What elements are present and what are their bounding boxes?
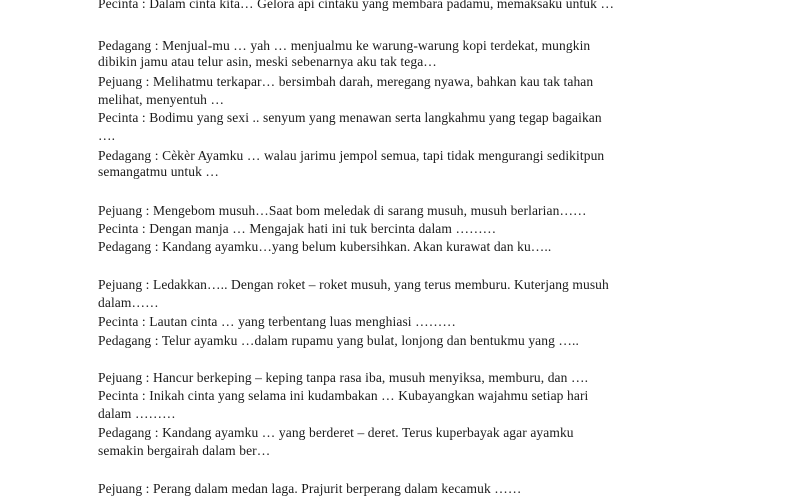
text-line-9: semangatmu untuk … bbox=[98, 164, 220, 179]
text-line-8: Pedagang : Cèkèr Ayamku … walau jarimu jempol semua, tapi tidak mengurangi sedikitpun bbox=[98, 148, 605, 163]
text-line-20: Pedagang : Kandang ayamku … yang berderet – deret. Terus kuperbayak agar ayamku bbox=[98, 425, 574, 440]
text-line-21: semakin bergairah dalam ber… bbox=[98, 443, 271, 458]
text-line-12: Pedagang : Kandang ayamku…yang belum kubersihkan. Akan kurawat dan ku….. bbox=[98, 239, 552, 254]
text-line-5: melihat, menyentuh … bbox=[98, 92, 225, 107]
text-line-19: dalam ……… bbox=[98, 406, 176, 421]
text-line-2: Pedagang : Menjual-mu … yah … menjualmu ke warung-warung kopi terdekat, mungkin bbox=[98, 38, 591, 53]
text-line-10: Pejuang : Mengebom musuh…Saat bom meledak di sarang musuh, musuh berlarian…… bbox=[98, 203, 587, 218]
text-line-15: Pecinta : Lautan cinta … yang terbentang luas menghiasi ……… bbox=[98, 314, 456, 329]
text-line-7: …. bbox=[98, 128, 116, 143]
text-line-18: Pecinta : Inikah cinta yang selama ini kudambakan … Kubayangkan wajahmu setiap hari bbox=[98, 388, 589, 403]
text-line-4: Pejuang : Melihatmu terkapar… bersimbah darah, meregang nyawa, bahkan kau tak tahan bbox=[98, 74, 594, 89]
text-line-17: Pejuang : Hancur berkeping – keping tanpa rasa iba, musuh menyiksa, memburu, dan …. bbox=[98, 370, 589, 385]
text-line-6: Pecinta : Bodimu yang sexi .. senyum yang menawan serta langkahmu yang tegap bagaikan bbox=[98, 110, 602, 125]
text-line-22: Pejuang : Perang dalam medan laga. Prajurit berperang dalam kecamuk …… bbox=[98, 481, 522, 496]
text-line-14: dalam…… bbox=[98, 295, 159, 310]
text-line-1: Pecinta : Dalam cinta kita… Gelora api cintaku yang membara padamu, memaksaku untuk … bbox=[98, 0, 615, 11]
text-line-13: Pejuang : Ledakkan….. Dengan roket – roket musuh, yang terus memburu. Kuterjang musuh bbox=[98, 277, 609, 292]
text-line-16: Pedagang : Telur ayamku …dalam rupamu yang bulat, lonjong dan bentukmu yang ….. bbox=[98, 333, 579, 348]
text-line-11: Pecinta : Dengan manja … Mengajak hati ini tuk bercinta dalam ……… bbox=[98, 221, 497, 236]
text-line-3: dibikin jamu atau telur asin, meski sebenarnya aku tak tega… bbox=[98, 54, 437, 69]
